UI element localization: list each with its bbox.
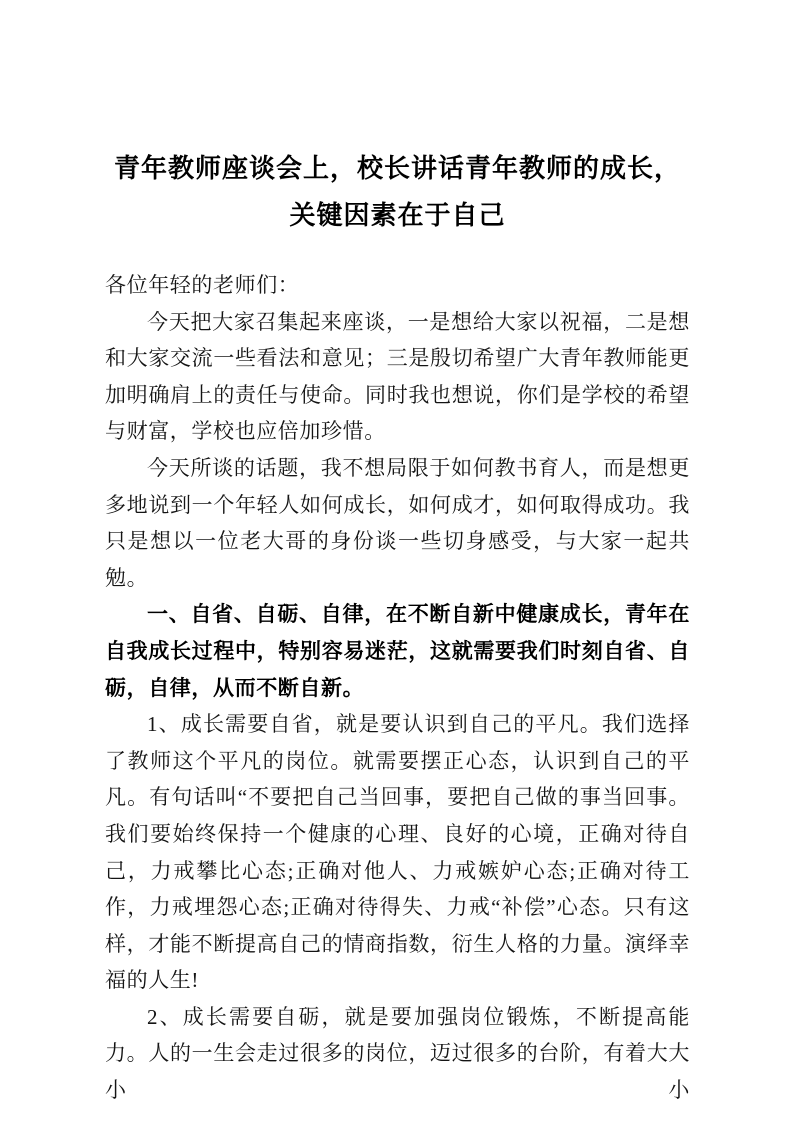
paragraph: 1、成长需要自省，就是要认识到自己的平凡。我们选择了教师这个平凡的岗位。就需要摆正心态，认识到自己的平凡。有句话叫“不要把自己当回事，要把自己做的事当回事。我们要始终保持一个健康的心理、良好的心境，正确对待自己，力戒攀比心态;正确对他人、力戒嫉妒心态;正确对待工作，力戒埋怨心态;正确对待得失、力戒“补偿”心态。只有这样，才能不断提高自己的情商指数，衍生人格的力量。演绎幸福的人生!	[105, 712, 690, 993]
paragraph: 各位年轻的老师们：	[105, 273, 300, 297]
paragraph: 一、自省、自砺、自律，在不断自新中健康成长，青年在自我成长过程中，特别容易迷茫，这就需要我们时刻自省、自砺，自律，从而不断自新。	[105, 602, 690, 700]
paragraph: 2、成长需要自砺，就是要加强岗位锻炼，不断提高能力。人的一生会走过很多的岗位，迈过很多的台阶，有着大大小小	[105, 1004, 690, 1103]
paragraph: 今天所谈的话题，我不想局限于如何教书育人，而是想更多地说到一个年轻人如何成长，如何成才，如何取得成功。我只是想以一位老大哥的身份谈一些切身感受，与大家一起共勉。	[105, 455, 690, 590]
paragraph: 今天把大家召集起来座谈，一是想给大家以祝福，二是想和大家交流一些看法和意见；三是殷切希望广大青年教师能更加明确肩上的责任与使命。同时我也想说，你们是学校的希望与财富，学校也应倍加珍惜。	[105, 309, 690, 444]
text-column	[105, 145, 690, 1109]
document-title: 青年教师座谈会上，校长讲话青年教师的成长，关键因素在于自己	[113, 154, 681, 230]
document-body	[105, 267, 690, 1109]
